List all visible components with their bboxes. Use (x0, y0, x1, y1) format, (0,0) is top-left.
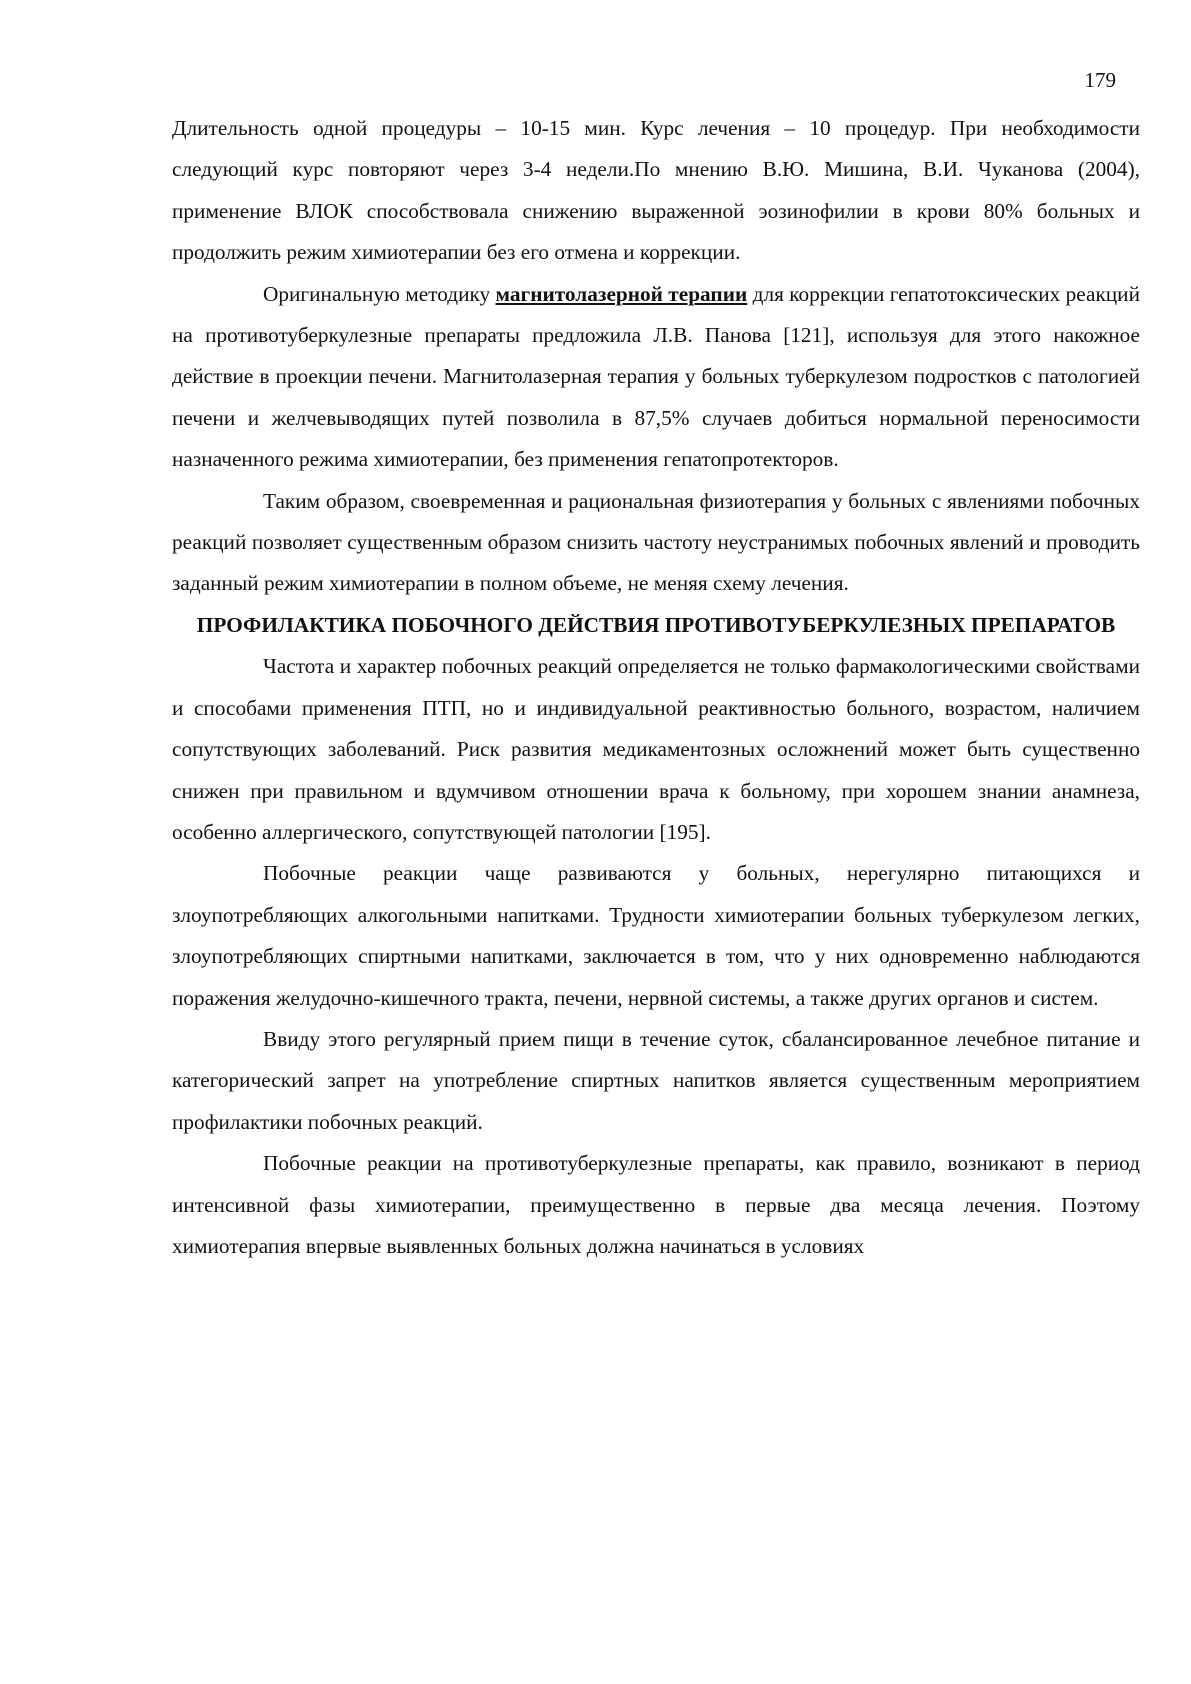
paragraph-intensive-phase: Побочные реакции на противотуберкулезные препараты, как правило, возникают в период интенсивной фазы химиотерапии, преимущественно в первые два месяца лечения. Поэтому химиотерапия впервые выявленных больных должна начинаться в условиях (172, 1151, 1140, 1258)
paragraph-alcohol-risk: Побочные реакции чаще развиваются у больных, нерегулярно питающихся и злоупотребляющих алкогольными напитками. Трудности химиотерапии больных туберкулезом легких, злоупотребляющих спиртными напитками, заключается в том, что у них одновременно наблюдаются поражения желудочно-кишечного тракта, печени, нервной системы, а также других органов и систем. (172, 861, 1140, 1010)
section-heading: ПРОФИЛАКТИКА ПОБОЧНОГО ДЕЙСТВИЯ ПРОТИВОТУБЕРКУЛЕЗНЫХ ПРЕПАРАТОВ (196, 612, 1116, 637)
paragraph-side-effect-frequency: Частота и характер побочных реакций определяется не только фармакологическими свойствами и способами применения ПТП, но и индивидуальной реактивностью больного, возрастом, наличием сопутствующих заболеваний. Риск развития медикаментозных осложнений может быть существенно снижен при правильном и вдумчивом отношении врача к больному, при хорошем знании анамнеза, особенно аллергического, сопутствующей патологии [195]. (172, 654, 1140, 844)
emphasized-term: магнитолазерной терапии (495, 281, 748, 306)
paragraph-physiotherapy-summary: Таким образом, своевременная и рациональная физиотерапия у больных с явлениями побочных реакций позволяет существенным образом снизить частоту неустранимых побочных явлений и проводить заданный режим химиотерапии в полном объеме, не меняя схему лечения. (172, 488, 1140, 596)
page-body (172, 108, 1140, 1267)
paragraph-magnetolaser-therapy (172, 274, 1140, 481)
paragraph-procedure-duration: Длительность одной процедуры – 10-15 мин. Курс лечения – 10 процедур. При необходимости следующий курс повторяют через 3-4 недели.По мнению В.Ю. Мишина, В.И. Чуканова (2004), применение ВЛОК способствовала снижению выраженной эозинофилии в крови 80% больных и продолжить режим химиотерапии без его отмена и коррекции. (172, 116, 1140, 265)
page-number: 179 (1084, 68, 1116, 92)
paragraph-text: для коррекции гепатотоксических реакций на противотуберкулезные препараты предложила Л.В. Панова [121], используя для этого накожное действие в проекции печени. Магнитолазерная терапия у больных туберкулезом подростков с патологией печени и желчевыводящих путей позволила в 87,5% случаев добиться нормальной переносимости назначенного режима химиотерапии, без применения гепатопротекторов. (172, 281, 1140, 472)
paragraph-nutrition: Ввиду этого регулярный прием пищи в течение суток, сбалансированное лечебное питание и категорический запрет на употребление спиртных напитков является существенным мероприятием профилактики побочных реакций. (172, 1026, 1140, 1134)
paragraph-text: Оригинальную методику (263, 281, 496, 306)
